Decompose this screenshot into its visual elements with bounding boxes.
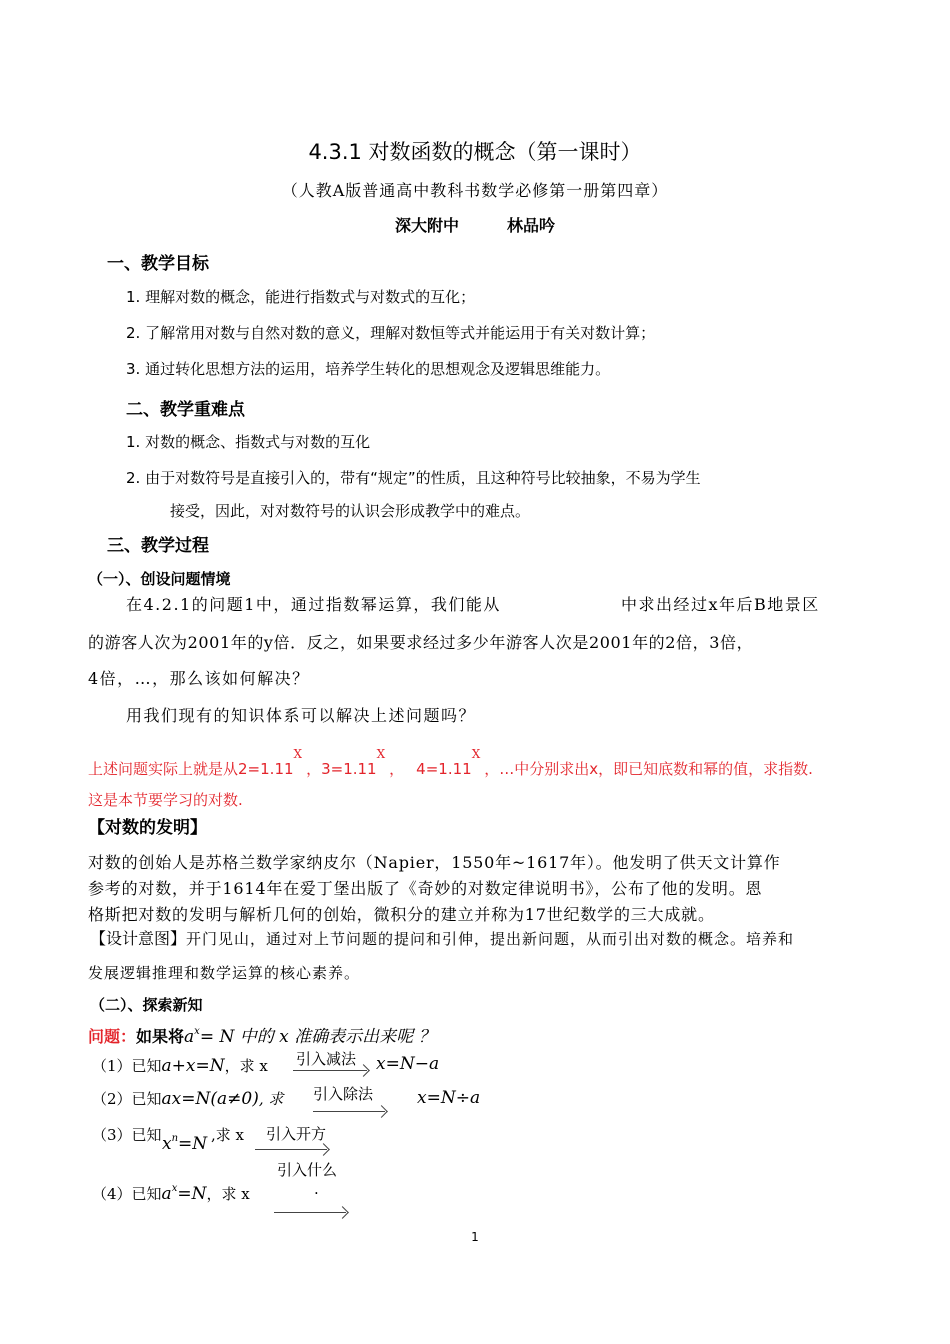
subsection-heading-explore: （二）、探索新知 — [90, 996, 203, 1014]
key-point-item-continued: 接受，因此，对对数符号的认识会形成教学中的难点。 — [170, 502, 531, 520]
author-school: 深大附中 — [394, 216, 459, 235]
explore-step-3: （3）已知 — [92, 1126, 162, 1144]
scenario-paragraph-line1a: 在4.2.1的问题1中，通过指数幂运算，我们能从 — [126, 595, 501, 614]
explore-step-4: （4）已知$a^x=N$，求 x — [92, 1183, 250, 1204]
right-arrow-icon — [274, 1212, 346, 1213]
design-intent-line1: 【设计意图】开门见山，通过对上节问题的提问和引伸，提出新问题，从而引出对数的概念。培养和 — [90, 929, 795, 948]
scenario-paragraph-line3: 4倍，…，那么该如何解决？ — [88, 669, 310, 688]
invention-line: 格斯把对数的发明与解析几何的创始，微积分的建立并称为17世纪数学的三大成就。 — [88, 905, 715, 924]
section-heading-objectives: 一、教学目标 — [107, 254, 209, 274]
invention-line: 参考的对数，并于1614年在爱丁堡出版了《奇妙的对数定律说明书》，公布了他的发明。恩 — [88, 879, 763, 898]
step-3-math: $x^n=N$ — [162, 1133, 208, 1154]
page-number: 1 — [471, 1230, 479, 1244]
red-explanation-line2: 这是本节要学习的对数. — [88, 791, 243, 809]
design-intent-line2: 发展逻辑推理和数学运算的核心素养。 — [88, 964, 361, 982]
invention-line: 对数的创始人是苏格兰数学家纳皮尔（Napier，1550年~1617年）。他发明了供天文计算作 — [88, 853, 781, 872]
invention-heading: 【对数的发明】 — [88, 818, 207, 838]
right-arrow-icon — [255, 1149, 327, 1150]
step-2-result: x=N÷a — [417, 1088, 481, 1108]
question-label: 问题： — [88, 1027, 137, 1046]
arrow-label-division: 引入除法 — [313, 1085, 374, 1103]
scenario-question: 用我们现有的知识体系可以解决上述问题吗？ — [126, 706, 477, 725]
arrow-label-what: 引入什么 — [277, 1161, 338, 1179]
scenario-paragraph-line2: 的游客人次为2001年的y倍．反之，如果要求经过多少年游客人次是2001年的2倍，3倍， — [88, 633, 754, 652]
step-1-result: x=N−a — [376, 1054, 440, 1074]
objective-item: 2. 了解常用对数与自然对数的意义，理解对数恒等式并能运用于有关对数计算； — [126, 324, 656, 342]
section-heading-key-points: 二、教学重难点 — [126, 400, 245, 420]
subsection-heading-scenario: （一）、创设问题情境 — [88, 570, 231, 588]
author-line — [0, 213, 950, 236]
arrow-label-root: 引入开方 — [266, 1125, 327, 1143]
objective-item: 1. 理解对数的概念，能进行指数式与对数式的互化； — [126, 288, 476, 306]
right-arrow-icon — [293, 1070, 367, 1071]
right-arrow-icon — [313, 1111, 385, 1112]
explore-question: 问题：如果将$a^x= N$ 中的 x 准确表示出来呢 ？ — [88, 1026, 436, 1047]
document-title: 4.3.1 对数函数的概念（第一课时） — [308, 140, 642, 164]
document-subtitle: （人教A版普通高中教科书数学必修第一册第四章） — [281, 181, 669, 200]
key-point-item: 1. 对数的概念、指数式与对数的互化 — [126, 433, 371, 451]
arrow-label-subtraction: 引入减法 — [296, 1050, 357, 1068]
step-4-placeholder: . — [314, 1180, 319, 1198]
author-name: 林品吟 — [507, 216, 556, 235]
scenario-paragraph-line1b: 中求出经过x年后B地景区 — [621, 595, 820, 614]
explore-step-2: （2）已知ax=N(a≠0), 求 — [92, 1089, 284, 1109]
section-heading-process: 三、教学过程 — [107, 536, 209, 556]
red-explanation-line1: 上述问题实际上就是从$2=1.11^X$，$3=1.11^X$， $4=1.11^X$，…中分别求出x，即已知底数和幂的值，求指数. — [88, 747, 813, 778]
explore-step-1: （1）已知a+x=N，求 x — [92, 1056, 268, 1076]
key-point-item: 2. 由于对数符号是直接引入的，带有“规定”的性质，且这种符号比较抽象，不易为学生 — [126, 469, 701, 487]
objective-item: 3. 通过转化思想方法的运用，培养学生转化的思想观念及逻辑思维能力。 — [126, 360, 611, 378]
step-3-suffix: ,求 x — [211, 1126, 244, 1144]
design-intent-label: 【设计意图】 — [90, 929, 187, 948]
